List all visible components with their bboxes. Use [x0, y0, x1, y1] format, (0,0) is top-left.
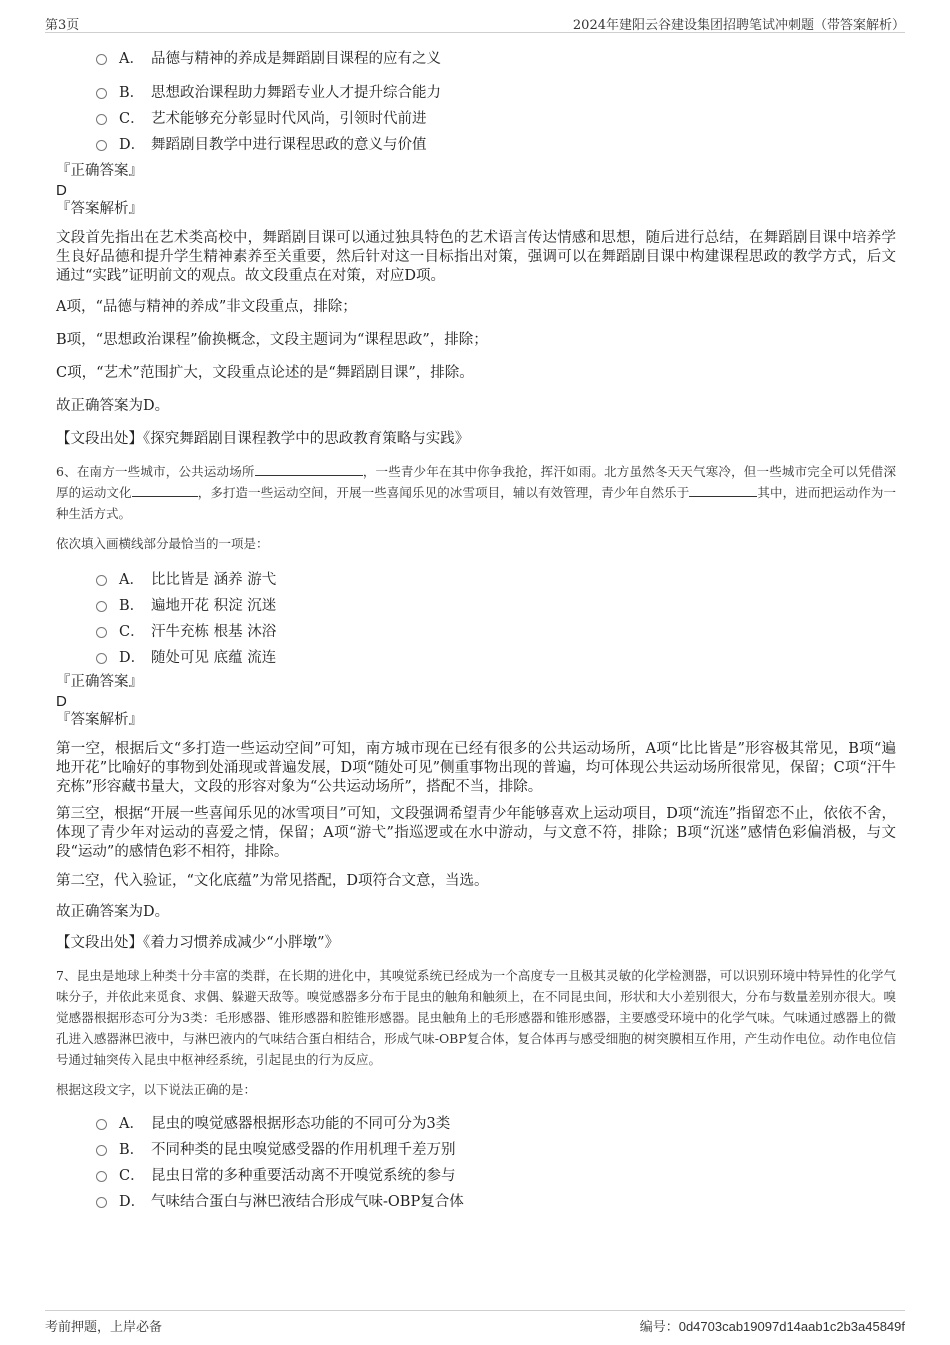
- radio-icon[interactable]: [96, 88, 107, 99]
- fill-blank[interactable]: [132, 483, 198, 497]
- radio-icon[interactable]: [96, 601, 107, 612]
- q5-analysis-paragraph: B项，“思想政治课程”偷换概念，文段主题词为“课程思政”，排除；: [56, 332, 488, 348]
- q5-analysis-paragraph: 文段首先指出在艺术类高校中，舞蹈剧目课可以通过独具特色的艺术语言传达情感和思想，随后进行总结，在舞蹈剧目课中培养学生良好品德和提升学生精神素养至关重要，然后针对这一目标指出对策，强调可以在舞蹈剧目课中构建课程思政的教学方式，后文通过“实践”证明前文的观点。故文段重点在对策，对应D项。: [56, 230, 896, 284]
- radio-icon[interactable]: [96, 627, 107, 638]
- radio-icon[interactable]: [96, 54, 107, 65]
- page-footer: [45, 1310, 905, 1335]
- fill-blank[interactable]: [689, 483, 757, 497]
- q7-option-a[interactable]: A． 昆虫的嗅觉感器根据形态功能的不同可分为3类: [96, 1109, 896, 1135]
- q6-analysis-paragraph: 第三空，根据“开展一些喜闻乐见的冰雪项目”可知，文段强调希望青少年能够喜欢上运动项目，D项“流连”指留恋不止，依依不舍，体现了青少年对运动的喜爱之情，保留；A项“游弋”指巡逻或在水中游动，与文意不符，排除；B项“沉迷”感情色彩偏消极，与文段“运动”的感情色彩不相符，排除。: [56, 806, 896, 860]
- q7-options: [96, 1109, 896, 1213]
- q6-analysis-paragraph: 第一空，根据后文“多打造一些运动空间”可知，南方城市现在已经有很多的公共运动场所，A项“比比皆是”形容极其常见，B项“遍地开花”比喻好的事物到处涌现或普遍发展，D项“随处可见”侧重事物出现的普遍，均可体现公共运动场所很常见，保留；C项“汗牛充栋”形容藏书量大，文段的形容对象为“公共运动场所”，搭配不当，排除。: [56, 741, 896, 795]
- q5-option-d[interactable]: D． 舞蹈剧目教学中进行课程思政的意义与价值: [96, 130, 896, 156]
- q5-analysis-label: 『答案解析』: [56, 201, 143, 217]
- radio-icon[interactable]: [96, 1145, 107, 1156]
- radio-icon[interactable]: [96, 1119, 107, 1130]
- q5-option-c[interactable]: C． 艺术能够充分彰显时代风尚，引领时代前进: [96, 104, 896, 130]
- q7-option-b[interactable]: B． 不同种类的昆虫嗅觉感受器的作用机理千差万别: [96, 1135, 896, 1161]
- q6-ask: 依次填入画横线部分最恰当的一项是：: [56, 536, 269, 551]
- q6-source: 【文段出处】《着力习惯养成减少“小胖墩”》: [56, 935, 340, 951]
- q6-answer-label: 『正确答案』: [56, 674, 143, 690]
- q6-analysis-paragraph: 第二空，代入验证，“文化底蕴”为常见搭配，D项符合文意，当选。: [56, 873, 489, 889]
- q6-answer: D: [56, 693, 67, 710]
- q6-option-b[interactable]: B． 遍地开花 积淀 沉迷: [96, 591, 896, 617]
- q6-analysis-paragraph: 故正确答案为D。: [56, 904, 170, 920]
- q5-answer-label: 『正确答案』: [56, 163, 143, 179]
- q6-option-c[interactable]: C． 汗牛充栋 根基 沐浴: [96, 617, 896, 643]
- fill-blank[interactable]: [255, 462, 363, 476]
- page-number: 第3页: [45, 18, 80, 33]
- q7-option-c[interactable]: C． 昆虫日常的多种重要活动离不开嗅觉系统的参与: [96, 1161, 896, 1187]
- document-title: 2024年建阳云谷建设集团招聘笔试冲刺题（带答案解析）: [572, 18, 905, 33]
- q6-option-a[interactable]: A． 比比皆是 涵养 游弋: [96, 565, 896, 591]
- radio-icon[interactable]: [96, 1171, 107, 1182]
- radio-icon[interactable]: [96, 1197, 107, 1208]
- page-header: [45, 12, 905, 33]
- q5-answer: D: [56, 182, 67, 199]
- document-code: 编号：0d4703cab19097d14aab1c2b3a45849f: [639, 1319, 905, 1335]
- q6-analysis-label: 『答案解析』: [56, 712, 143, 728]
- q5-source: 【文段出处】《探究舞蹈剧目课程教学中的思政教育策略与实践》: [56, 431, 470, 447]
- q5-options: [96, 44, 896, 156]
- q5-option-a[interactable]: A． 品德与精神的养成是舞蹈剧目课程的应有之义: [96, 44, 896, 70]
- q5-option-b[interactable]: B． 思想政治课程助力舞蹈专业人才提升综合能力: [96, 78, 896, 104]
- q6-options: [96, 565, 896, 669]
- radio-icon[interactable]: [96, 114, 107, 125]
- radio-icon[interactable]: [96, 575, 107, 586]
- footer-slogan: 考前押题，上岸必备: [45, 1320, 163, 1335]
- radio-icon[interactable]: [96, 653, 107, 664]
- q7-ask: 根据这段文字，以下说法正确的是：: [56, 1082, 257, 1097]
- q5-analysis-paragraph: A项，“品德与精神的养成”非文段重点，排除；: [56, 299, 357, 315]
- q7-option-d[interactable]: D． 气味结合蛋白与淋巴液结合形成气味-OBP复合体: [96, 1187, 896, 1213]
- q7-stem: 7、昆虫是地球上种类十分丰富的类群，在长期的进化中，其嗅觉系统已经成为一个高度专一且极其灵敏的化学检测器，可以识别环境中特异性的化学气味分子，并依此来觅食、求偶、躲避天敌等。嗅觉感器多分布于昆虫的触角和触须上，在不同昆虫间，形状和大小差别很大，分布与数量差别亦很大。嗅觉感器根据形态可分为3类：毛形感器、锥形感器和腔锥形感器。昆虫触角上的毛形感器和锥形感器，主要感受环境中的化学气味。气味通过感器上的微孔进入感器淋巴液中，与淋巴液内的气味结合蛋白相结合，形成气味-OBP复合体，复合体再与感受细胞的树突膜相互作用，产生动作电位。动作电位信号通过轴突传入昆虫中枢神经系统，引起昆虫的行为反应。: [56, 968, 896, 1067]
- radio-icon[interactable]: [96, 140, 107, 151]
- document-body: [56, 44, 896, 1213]
- q6-stem: 6、在南方一些城市，公共运动场所 ，一些青少年在其中你争我抢，挥汗如雨。北方虽然冬天天气寒冷，但一些城市完全可以凭借深厚的运动文化 ，多打造一些运动空间，开展一些喜闻乐见的冰雪项目，辅以有效管理，青少年自然乐于 其中，进而把运动作为一种生活方式。: [56, 464, 896, 521]
- q5-analysis-paragraph: 故正确答案为D。: [56, 398, 170, 414]
- q6-option-d[interactable]: D． 随处可见 底蕴 流连: [96, 643, 896, 669]
- q5-analysis-paragraph: C项，“艺术”范围扩大，文段重点论述的是“舞蹈剧目课”，排除。: [56, 365, 474, 381]
